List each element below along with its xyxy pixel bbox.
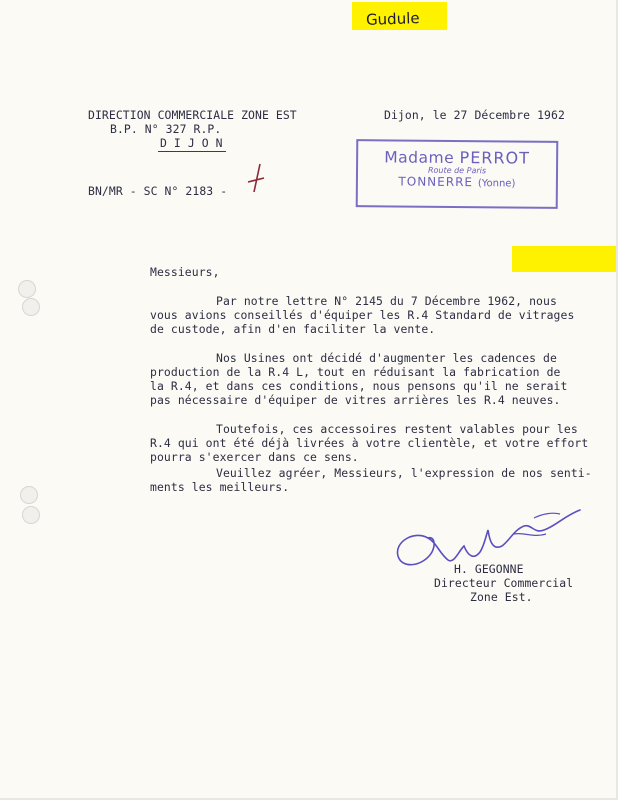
letter-date: Dijon, le 27 Décembre 1962 <box>384 108 565 122</box>
signatory-title-2: Zone Est. <box>470 590 533 604</box>
body-line: vous avions conseillés d'équiper les R.4 Standard de vitrages <box>150 308 575 322</box>
punch-hole <box>22 298 40 316</box>
signatory-title-1: Directeur Commercial <box>434 576 574 590</box>
handwritten-label: Gudule <box>365 9 420 29</box>
stamp-dept: (Yonne) <box>477 178 516 190</box>
body-line: pourra s'exercer dans ce sens. <box>150 450 359 464</box>
check-mark-icon <box>246 162 268 196</box>
body-line: Par notre lettre N° 2145 du 7 Décembre 1962, nous <box>216 294 557 308</box>
body-line: de custode, afin d'en faciliter la vente. <box>150 322 436 336</box>
body-line: ments les meilleurs. <box>150 480 290 494</box>
sender-city-underline <box>158 151 226 152</box>
stamp-city: TONNERRE <box>398 174 474 190</box>
stamp-name: PERROT <box>459 148 531 168</box>
sender-line-1: DIRECTION COMMERCIALE ZONE EST <box>88 108 297 122</box>
stamp-madame: Madame <box>384 148 455 167</box>
body-line: la R.4, et dans ces conditions, nous pensons qu'il ne serait <box>150 379 568 393</box>
body-line: pas nécessaire d'équiper de vitres arrières les R.4 neuves. <box>150 393 561 407</box>
reference-number: BN/MR - SC N° 2183 - <box>88 184 228 198</box>
punch-hole <box>18 280 36 298</box>
sender-city: D I J O N <box>160 136 223 150</box>
punch-hole <box>22 506 40 524</box>
sender-line-2: B.P. N° 327 R.P. <box>110 122 222 136</box>
body-line: Toutefois, ces accessoires restent valables pour les <box>216 422 578 436</box>
recipient-stamp <box>356 139 559 209</box>
stamp-road: Route de Paris <box>427 165 487 176</box>
body-line: Veuillez agréer, Messieurs, l'expression de nos senti- <box>216 466 592 480</box>
body-line: production de la R.4 L, tout en réduisant la fabrication de <box>150 365 561 379</box>
signatory-name: H. GEGONNE <box>454 562 524 576</box>
punch-hole <box>20 486 38 504</box>
body-line: R.4 qui ont été déjà livrées à votre clientèle, et votre effort <box>150 436 589 450</box>
body-line: Nos Usines ont décidé d'augmenter les cadences de <box>216 351 557 365</box>
salutation: Messieurs, <box>150 265 220 279</box>
highlight-right <box>512 246 616 272</box>
